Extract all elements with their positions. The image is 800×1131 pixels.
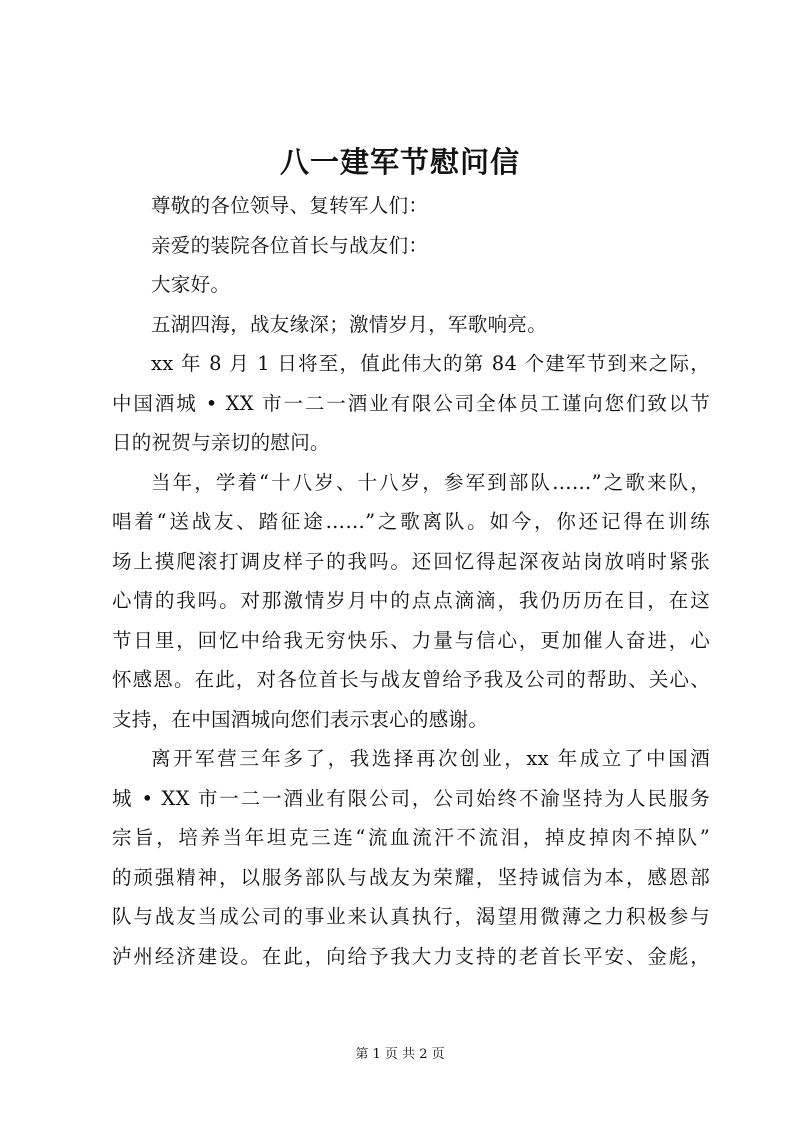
paragraph-line: 队与战友当成公司的事业来认真执行，渴望用微薄之力积极参与: [112, 905, 710, 928]
salutation-comrades: 亲爱的装院各位首长与战友们：: [151, 233, 429, 257]
paragraph-anniversary: [112, 344, 710, 463]
paragraph-line: 怀感恩。在此，对各位首长与战友曾给予我及公司的帮助、关心、: [112, 668, 710, 691]
paragraph-memories: [112, 463, 710, 740]
paragraph-line: xx 年 8 月 1 日将至，值此伟大的第 84 个建军节到来之际，: [151, 352, 710, 375]
paragraph-line: 场上摸爬滚打调皮样子的我吗。还回忆得起深夜站岗放哨时紧张: [112, 549, 710, 573]
paragraph-line: 宗旨，培养当年坦克三连“流血流汗不流泪，掉皮掉肉不掉队”: [112, 826, 710, 849]
paragraph-line: 中国酒城 • XX 市一二一酒业有限公司全体员工谨向您们致以节: [112, 391, 710, 415]
paragraph-line: 当年，学着“十八岁、十八岁，参军到部队……”之歌来队，: [151, 470, 710, 494]
paragraph-line: 唱着“送战友、踏征途……”之歌离队。如今，你还记得在训练: [112, 510, 710, 533]
greeting-line: 大家好。: [151, 273, 231, 296]
paragraph-line: 心情的我吗。对那激情岁月中的点点滴滴，我仍历历在目，在这: [112, 589, 710, 612]
paragraph-line: 日的祝贺与亲切的慰问。: [112, 431, 330, 454]
paragraph-line: 离开军营三年多了，我选择再次创业，xx 年成立了中国酒: [151, 747, 710, 770]
page-number-footer: 第 1 页 共 2 页: [355, 1047, 445, 1062]
paragraph-line: 节日里，回忆中给我无穷快乐、力量与信心，更加催人奋进，心: [112, 628, 710, 652]
opening-couplet: 五湖四海，战友缘深；激情岁月，军歌响亮。: [151, 312, 548, 336]
paragraph-line: 泸州经济建设。在此，向给予我大力支持的老首长平安、金彪，: [112, 944, 710, 968]
letter-body: [112, 186, 710, 976]
document-title: 八一建军节慰问信: [279, 145, 520, 179]
paragraph-line: 城 • XX 市一二一酒业有限公司，公司始终不渝坚持为人民服务: [112, 786, 710, 810]
paragraph-line: 支持，在中国酒城向您们表示衷心的感谢。: [112, 707, 489, 731]
paragraph-line: 的顽强精神，以服务部队与战友为荣耀，坚持诚信为本，感恩部: [112, 865, 710, 889]
paragraph-company: [112, 739, 710, 976]
salutation-leaders: 尊敬的各位领导、复转军人们：: [151, 194, 429, 217]
